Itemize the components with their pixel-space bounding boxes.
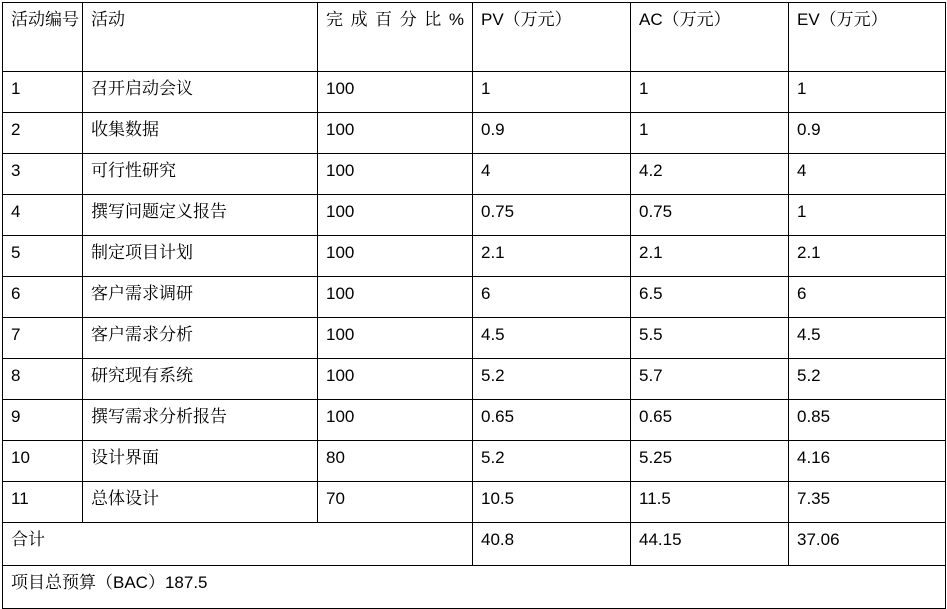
header-ac: AC（万元）	[631, 3, 789, 72]
total-label: 合计	[3, 523, 473, 566]
cell-activity-id: 1	[3, 72, 83, 113]
cell-activity-id: 5	[3, 236, 83, 277]
table-row	[3, 113, 946, 154]
table-row	[3, 359, 946, 400]
cell-ev: 0.85	[789, 400, 946, 441]
cell-pv: 2.1	[473, 236, 631, 277]
table-row	[3, 72, 946, 113]
cell-ac: 1	[631, 113, 789, 154]
total-ac: 44.15	[631, 523, 789, 566]
cell-activity: 收集数据	[83, 113, 318, 154]
cell-ev: 1	[789, 195, 946, 236]
earned-value-table	[2, 2, 946, 609]
cell-activity: 撰写需求分析报告	[83, 400, 318, 441]
table-row	[3, 195, 946, 236]
cell-ev: 0.9	[789, 113, 946, 154]
cell-pv: 0.75	[473, 195, 631, 236]
cell-ev: 4.16	[789, 441, 946, 482]
header-percent-complete: 完成百分比%	[318, 3, 473, 72]
table-body	[3, 72, 946, 609]
cell-percent: 100	[318, 72, 473, 113]
cell-percent: 100	[318, 400, 473, 441]
cell-activity: 设计界面	[83, 441, 318, 482]
cell-percent: 100	[318, 318, 473, 359]
cell-ev: 2.1	[789, 236, 946, 277]
cell-percent: 100	[318, 113, 473, 154]
cell-ac: 5.5	[631, 318, 789, 359]
cell-ac: 0.75	[631, 195, 789, 236]
cell-ev: 5.2	[789, 359, 946, 400]
cell-pv: 0.9	[473, 113, 631, 154]
cell-ev: 1	[789, 72, 946, 113]
header-row	[3, 3, 946, 72]
cell-activity-id: 7	[3, 318, 83, 359]
total-ev: 37.06	[789, 523, 946, 566]
cell-activity: 研究现有系统	[83, 359, 318, 400]
cell-activity: 可行性研究	[83, 154, 318, 195]
cell-ac: 5.7	[631, 359, 789, 400]
cell-activity: 撰写问题定义报告	[83, 195, 318, 236]
header-ev: EV（万元）	[789, 3, 946, 72]
cell-ac: 6.5	[631, 277, 789, 318]
cell-activity: 制定项目计划	[83, 236, 318, 277]
cell-percent: 100	[318, 359, 473, 400]
cell-pv: 5.2	[473, 441, 631, 482]
cell-activity-id: 8	[3, 359, 83, 400]
table-row	[3, 441, 946, 482]
table-row	[3, 236, 946, 277]
cell-pv: 6	[473, 277, 631, 318]
cell-pv: 0.65	[473, 400, 631, 441]
cell-ev: 6	[789, 277, 946, 318]
cell-activity-id: 6	[3, 277, 83, 318]
cell-ac: 2.1	[631, 236, 789, 277]
header-activity-id: 活动编号	[3, 3, 83, 72]
table-row	[3, 400, 946, 441]
cell-ac: 5.25	[631, 441, 789, 482]
cell-activity-id: 9	[3, 400, 83, 441]
cell-percent: 100	[318, 154, 473, 195]
cell-activity: 总体设计	[83, 482, 318, 523]
total-row	[3, 523, 946, 566]
cell-ac: 0.65	[631, 400, 789, 441]
cell-percent: 70	[318, 482, 473, 523]
cell-activity-id: 2	[3, 113, 83, 154]
cell-percent: 100	[318, 277, 473, 318]
cell-ac: 11.5	[631, 482, 789, 523]
cell-ev: 4.5	[789, 318, 946, 359]
table-row	[3, 277, 946, 318]
cell-ev: 7.35	[789, 482, 946, 523]
cell-activity: 客户需求调研	[83, 277, 318, 318]
cell-percent: 100	[318, 236, 473, 277]
cell-ac: 4.2	[631, 154, 789, 195]
cell-activity-id: 4	[3, 195, 83, 236]
table-row	[3, 318, 946, 359]
cell-percent: 100	[318, 195, 473, 236]
cell-pv: 4.5	[473, 318, 631, 359]
total-budget-text: 项目总预算（BAC）187.5	[3, 566, 946, 609]
cell-ev: 4	[789, 154, 946, 195]
cell-percent: 80	[318, 441, 473, 482]
cell-activity-id: 11	[3, 482, 83, 523]
cell-pv: 5.2	[473, 359, 631, 400]
table-row	[3, 482, 946, 523]
cell-ac: 1	[631, 72, 789, 113]
header-pv: PV（万元）	[473, 3, 631, 72]
cell-pv: 4	[473, 154, 631, 195]
budget-row	[3, 566, 946, 609]
cell-activity-id: 10	[3, 441, 83, 482]
cell-activity: 客户需求分析	[83, 318, 318, 359]
cell-activity: 召开启动会议	[83, 72, 318, 113]
table-header	[3, 3, 946, 72]
cell-pv: 10.5	[473, 482, 631, 523]
header-activity: 活动	[83, 3, 318, 72]
total-pv: 40.8	[473, 523, 631, 566]
cell-pv: 1	[473, 72, 631, 113]
cell-activity-id: 3	[3, 154, 83, 195]
table-row	[3, 154, 946, 195]
document-sheet	[0, 2, 947, 592]
